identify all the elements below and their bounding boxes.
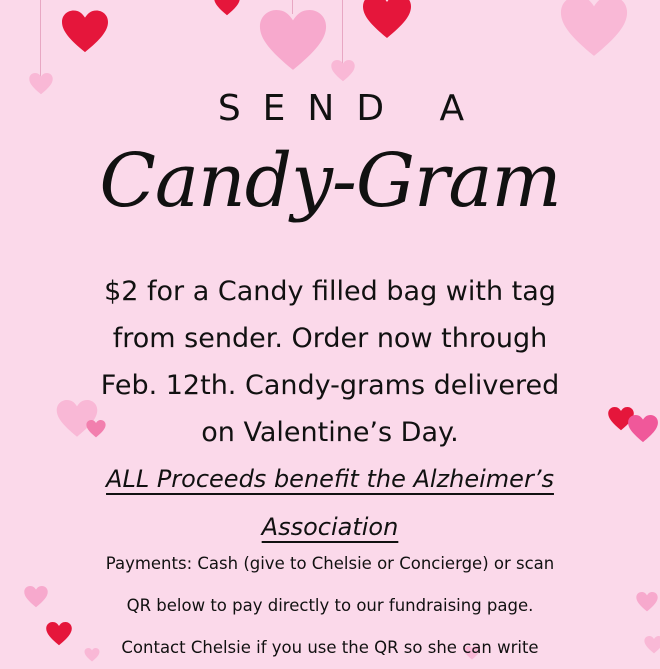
payments-line: Payments: Cash (give to Chelsie or Concierge) or scan — [105, 554, 555, 573]
description-line: $2 for a Candy filled bag with tag — [104, 276, 556, 307]
heart-icon — [560, 0, 628, 58]
heart-icon — [259, 10, 327, 72]
heart-icon — [331, 60, 355, 82]
proceeds-note — [0, 455, 660, 551]
description-line: from sender. Order now through — [112, 323, 548, 354]
candy-gram-title: Candy-Gram — [99, 138, 561, 224]
payments-info — [0, 543, 660, 669]
proceeds-line: ALL Proceeds benefit the Alzheimer’s — [106, 465, 554, 493]
proceeds-line: Association — [261, 513, 399, 541]
heart-string — [342, 0, 343, 64]
description-line: Feb. 12th. Candy-grams delivered — [100, 370, 560, 401]
payments-line: Contact Chelsie if you use the QR so she can write — [121, 638, 539, 657]
description-line: on Valentine’s Day. — [201, 417, 459, 448]
heart-icon — [363, 0, 411, 40]
heart-icon — [214, 0, 240, 16]
send-a-heading: SEND A — [217, 88, 487, 129]
payments-line: QR below to pay directly to our fundraising page. — [126, 596, 534, 615]
heart-string — [40, 0, 41, 78]
heart-icon — [62, 10, 108, 54]
description — [0, 268, 660, 456]
